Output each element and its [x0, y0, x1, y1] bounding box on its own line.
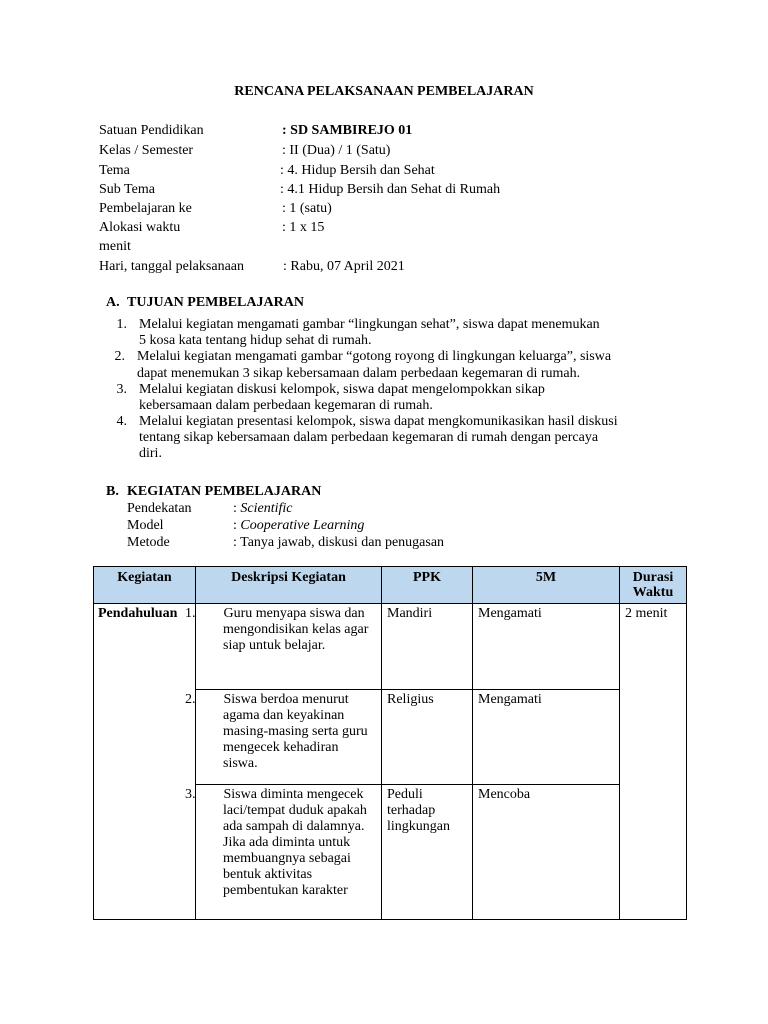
ppk-cell: Peduli terhadap lingkungan [382, 785, 473, 920]
meta-value: Tanya jawab, diskusi dan penugasan [240, 535, 445, 550]
section-a-letter: A. [106, 295, 120, 310]
step-text: Siswa berdoa menurut agama dan keyakinan masing-masing serta guru mengecek kehadiran siswa. [223, 692, 368, 771]
ppk-cell: Religius [382, 690, 473, 785]
step-text: Siswa diminta mengecek laci/tempat duduk apakah ada sampah di dalamnya. Jika ada diminta untuk membuangnya sebagai bentuk aktivitas pembentukan karakter [223, 787, 367, 898]
identity-value: : 1 x 15 [282, 220, 325, 235]
list-item-line: Melalui kegiatan presentasi kelompok, siswa dapat mengkomunikasikan hasil diskusi [139, 414, 618, 429]
identity-label: Kelas / Semester [99, 143, 194, 158]
identity-label: menit [99, 239, 131, 254]
description-cell [185, 690, 382, 785]
column-header: 5M [473, 567, 620, 604]
identity-value: : 4.1 Hidup Bersih dan Sehat di Rumah [280, 182, 501, 197]
list-item-number: 2. [114, 349, 125, 364]
step-number: 1. [185, 606, 196, 621]
column-header: PPK [382, 567, 473, 604]
step-text: Guru menyapa siswa dan mengondisikan kelas agar siap untuk belajar. [223, 606, 369, 653]
phase-cell: Pendahuluan [94, 604, 196, 920]
identity-value: : II (Dua) / 1 (Satu) [282, 143, 391, 158]
duration-cell: 2 menit [620, 604, 687, 920]
description-cell [185, 604, 382, 690]
section-b-letter: B. [106, 484, 119, 499]
list-item-line: 5 kosa kata tentang hidup sehat di rumah. [139, 333, 372, 348]
column-header: Kegiatan [94, 567, 196, 604]
identity-label: Hari, tanggal pelaksanaan [99, 259, 244, 274]
section-b-title: KEGIATAN PEMBELAJARAN [127, 484, 322, 499]
5m-cell: Mengamati [473, 690, 620, 785]
meta-value: Scientific [240, 501, 293, 516]
list-item-number: 1. [116, 317, 127, 332]
column-header: Deskripsi Kegiatan [196, 567, 382, 604]
table-row [94, 604, 687, 690]
description-cell [185, 785, 382, 920]
meta-label: Metode [127, 535, 170, 550]
list-item-line: diri. [139, 446, 162, 461]
section-a-title: TUJUAN PEMBELAJARAN [127, 295, 304, 310]
identity-label: Sub Tema [99, 182, 155, 197]
list-item-line: Melalui kegiatan mengamati gambar “gotong royong di lingkungan keluarga”, siswa [137, 349, 612, 364]
identity-label: Tema [99, 163, 130, 178]
list-item-line: dapat menemukan 3 sikap kebersamaan dalam perbedaan kegemaran di rumah. [137, 366, 581, 381]
list-item-number: 3. [116, 382, 127, 397]
identity-label: Pembelajaran ke [99, 201, 192, 216]
5m-cell: Mengamati [473, 604, 620, 690]
activity-table [93, 566, 687, 920]
meta-value: Cooperative Learning [240, 518, 365, 533]
step-number: 3. [185, 787, 196, 802]
list-item-line: Melalui kegiatan mengamati gambar “lingkungan sehat”, siswa dapat menemukan [139, 317, 600, 332]
identity-value: : 4. Hidup Bersih dan Sehat [280, 163, 435, 178]
meta-label: Model [127, 518, 164, 533]
identity-value: : SD SAMBIREJO 01 [282, 123, 413, 138]
step-number: 2. [185, 692, 196, 707]
identity-label: Alokasi waktu [99, 220, 181, 235]
identity-label: Satuan Pendidikan [99, 123, 204, 138]
identity-value: : Rabu, 07 April 2021 [283, 259, 405, 274]
list-item-line: kebersamaan dalam perbedaan kegemaran di rumah. [139, 398, 433, 413]
list-item-line: Melalui kegiatan diskusi kelompok, siswa dapat mengelompokkan sikap [139, 382, 545, 397]
ppk-cell: Mandiri [382, 604, 473, 690]
list-item-line: tentang sikap kebersamaan dalam perbedaan kegemaran di rumah dengan percaya [139, 430, 599, 445]
table-header-row [94, 567, 687, 604]
identity-value: : 1 (satu) [282, 201, 332, 216]
5m-cell: Mencoba [473, 785, 620, 920]
list-item-number: 4. [116, 414, 127, 429]
document-title: RENCANA PELAKSANAAN PEMBELAJARAN [234, 84, 534, 99]
column-header: Durasi Waktu [620, 567, 687, 604]
meta-label: Pendekatan [127, 501, 192, 516]
